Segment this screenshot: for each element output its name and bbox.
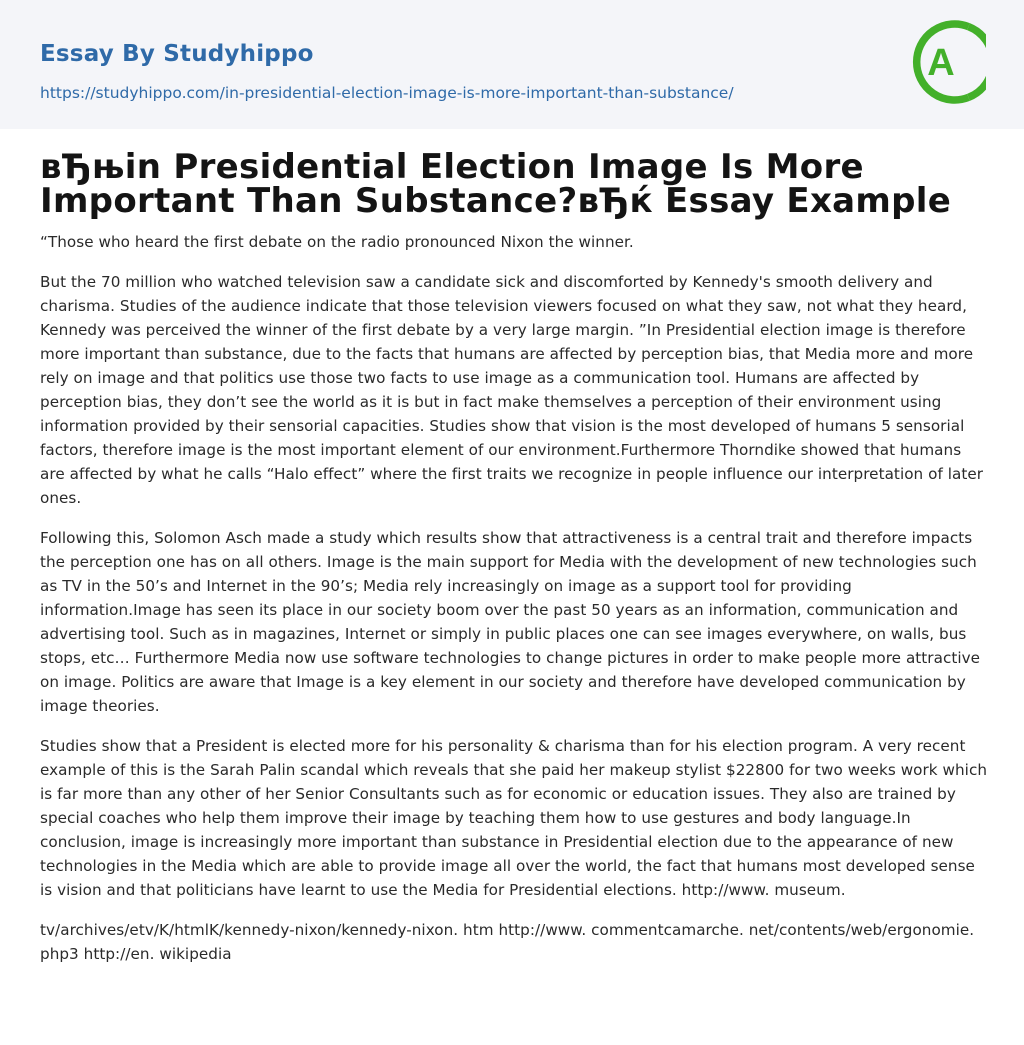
essay-title: вЂњin Presidential Election Image Is More Important Than Substance?вЂќ Essay Example <box>40 147 952 221</box>
essay-paragraph: Following this, Solomon Asch made a study which results show that attractiveness is a central trait and therefore impacts the perception one has on all others. Image is the main support for Media with the development of new technologies such as TV in the 50’s and Internet in the 90’s; Media rely increasingly on image as a support tool for providing information.Image has seen its place in our society boom over the past 50 years as an information, communication and advertising tool. Such as in magazines, Internet or simply in public places one can see images everywhere, on walls, bus stops, etc… Furthermore Media now use software technologies to change pictures in order to make people more attractive on image. Politics are aware that Image is a key element in our society and therefore have developed communication by image theories. <box>40 529 981 715</box>
essay-paragraph: But the 70 million who watched television saw a candidate sick and discomforted by Kennedy's smooth delivery and charisma. Studies of the audience indicate that those television viewers focused on what they saw, not what they heard, Kennedy was perceived the winner of the first debate by a very large margin. ”In Presidential election image is therefore more important than substance, due to the facts that humans are affected by perception bias, that Media more and more rely on image and that politics use those two facts to use image as a communication tool. Humans are affected by perception bias, they don’t see the world as it is but in fact make themselves a perception of their environment using information provided by their sensorial capacities. Studies show that vision is the most developed of humans 5 sensorial factors, therefore image is the most important element of our environment.Furthermore Thorndike showed that humans are affected by what he calls “Halo effect” where the first traits we recognize in people influence our interpretation of later ones. <box>40 273 984 507</box>
logo-letter: A <box>927 42 955 84</box>
essay-paragraph: Studies show that a President is elected more for his personality & charisma than for his election program. A very recent example of this is the Sarah Palin scandal which reveals that she paid her makeup stylist $22800 for two weeks work which is far more than any other of her Senior Consultants such as for economic or education issues. They also are trained by special coaches who help them improve their image by teaching them how to use gestures and body language.In conclusion, image is increasingly more important than substance in Presidential election due to the appearance of new technologies in the Media which are able to provide image all over the world, the fact that humans most developed sense is vision and that politicians have learnt to use the Media for Presidential elections. http://www. museum. <box>40 737 988 899</box>
essay-paragraph: tv/archives/etv/K/htmlK/kennedy-nixon/kennedy-nixon. htm http://www. commentcamarche. net/contents/web/ergonomie. php3 http://en. wikipedia <box>40 921 975 963</box>
site-brand[interactable]: Essay By Studyhippo <box>40 41 314 67</box>
site-header <box>0 0 1024 129</box>
essay-body <box>40 230 990 982</box>
essay-paragraph: “Those who heard the first debate on the radio pronounced Nixon the winner. <box>40 233 634 251</box>
page-url-link[interactable]: https://studyhippo.com/in-presidential-election-image-is-more-important-than-substance/ <box>40 84 734 102</box>
circle-a-logo-icon[interactable] <box>912 19 986 105</box>
